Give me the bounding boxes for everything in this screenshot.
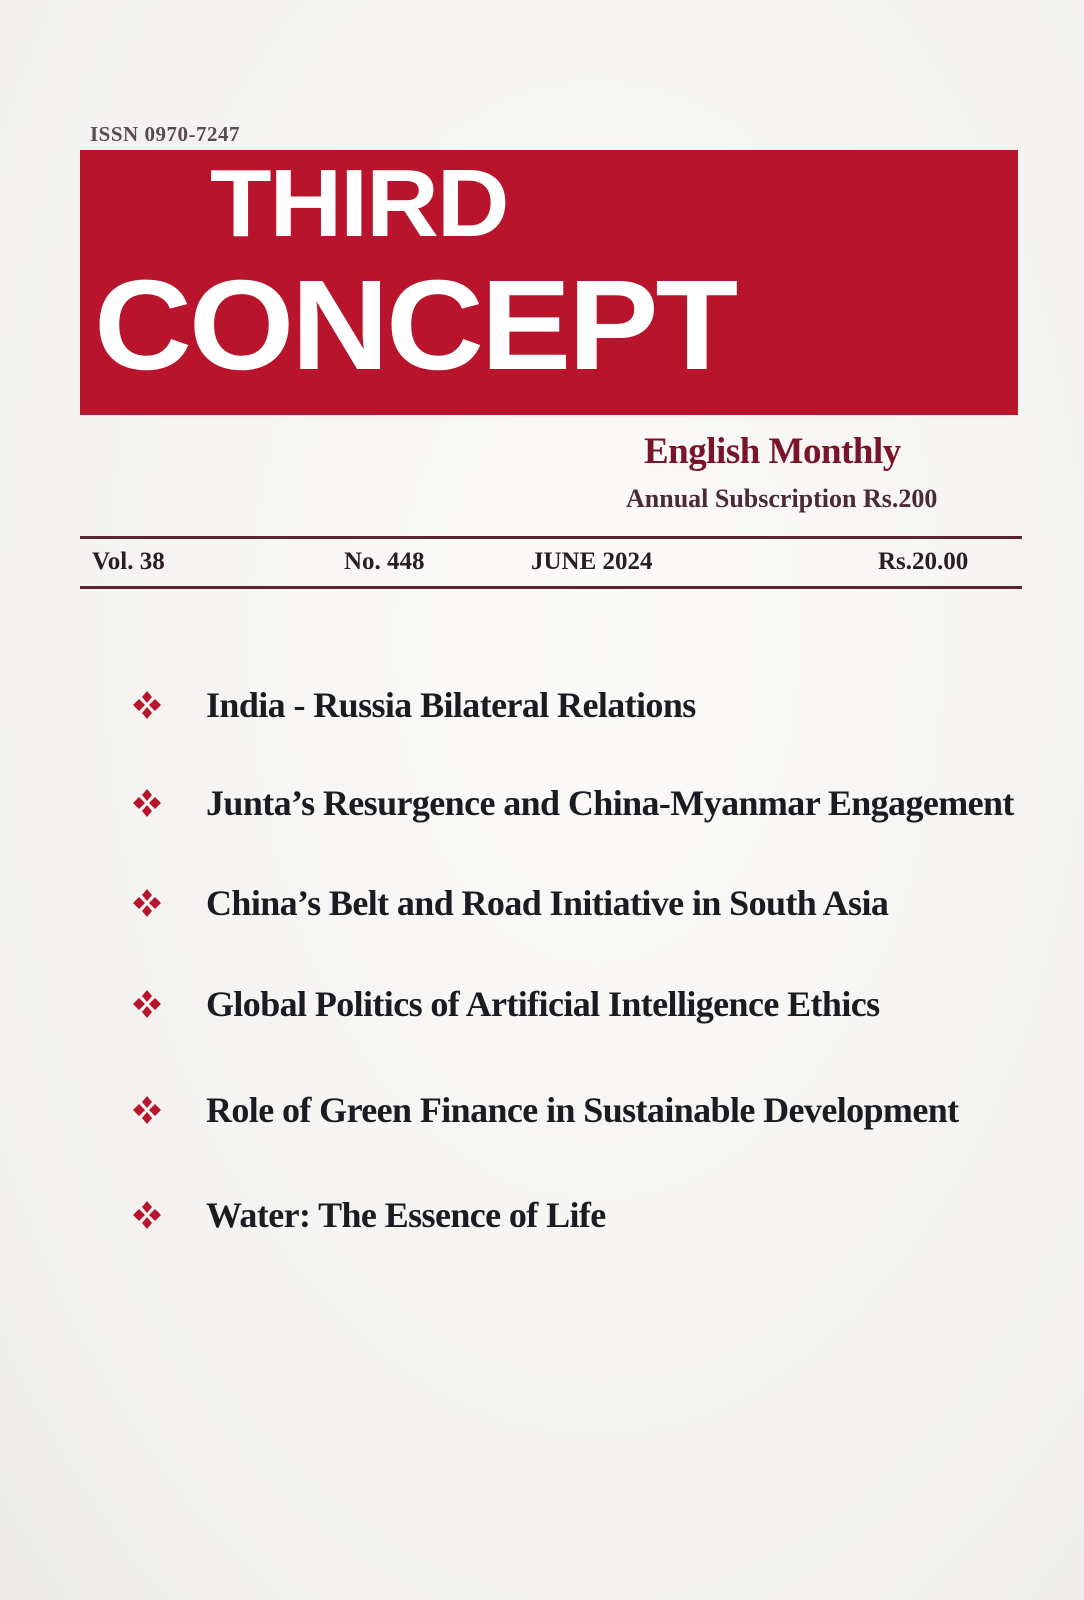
issue-info-bar [80,546,1022,582]
four-diamond-bullet-icon [130,987,164,1021]
article-title: Water: The Essence of Life [206,1195,606,1235]
four-diamond-bullet-icon [130,886,164,920]
volume-label: Vol. 38 [92,548,165,575]
title-line-concept: CONCEPT [94,254,736,397]
four-diamond-bullet-icon [130,1093,164,1127]
issn-label: ISSN 0970-7247 [90,122,240,146]
frequency-label: English Monthly [644,431,901,472]
article-title: China’s Belt and Road Initiative in South Asia [206,883,889,923]
issue-bar-bottom-rule [80,586,1022,589]
price-label: Rs.20.00 [878,548,969,575]
four-diamond-bullet-icon [130,1198,164,1232]
article-title: India - Russia Bilateral Relations [206,685,696,725]
issue-date-label: JUNE 2024 [531,548,653,575]
issue-number-label: No. 448 [344,548,425,575]
article-title: Role of Green Finance in Sustainable Development [206,1090,959,1130]
masthead-banner [80,150,1018,415]
issue-bar-top-rule [80,536,1022,539]
article-title: Junta’s Resurgence and China-Myanmar Engagement [206,783,1014,823]
four-diamond-bullet-icon [130,786,164,820]
article-title: Global Politics of Artificial Intelligence Ethics [206,984,880,1024]
title-line-third: THIRD [210,150,508,257]
subscription-label: Annual Subscription Rs.200 [626,484,938,513]
four-diamond-bullet-icon [130,688,164,722]
